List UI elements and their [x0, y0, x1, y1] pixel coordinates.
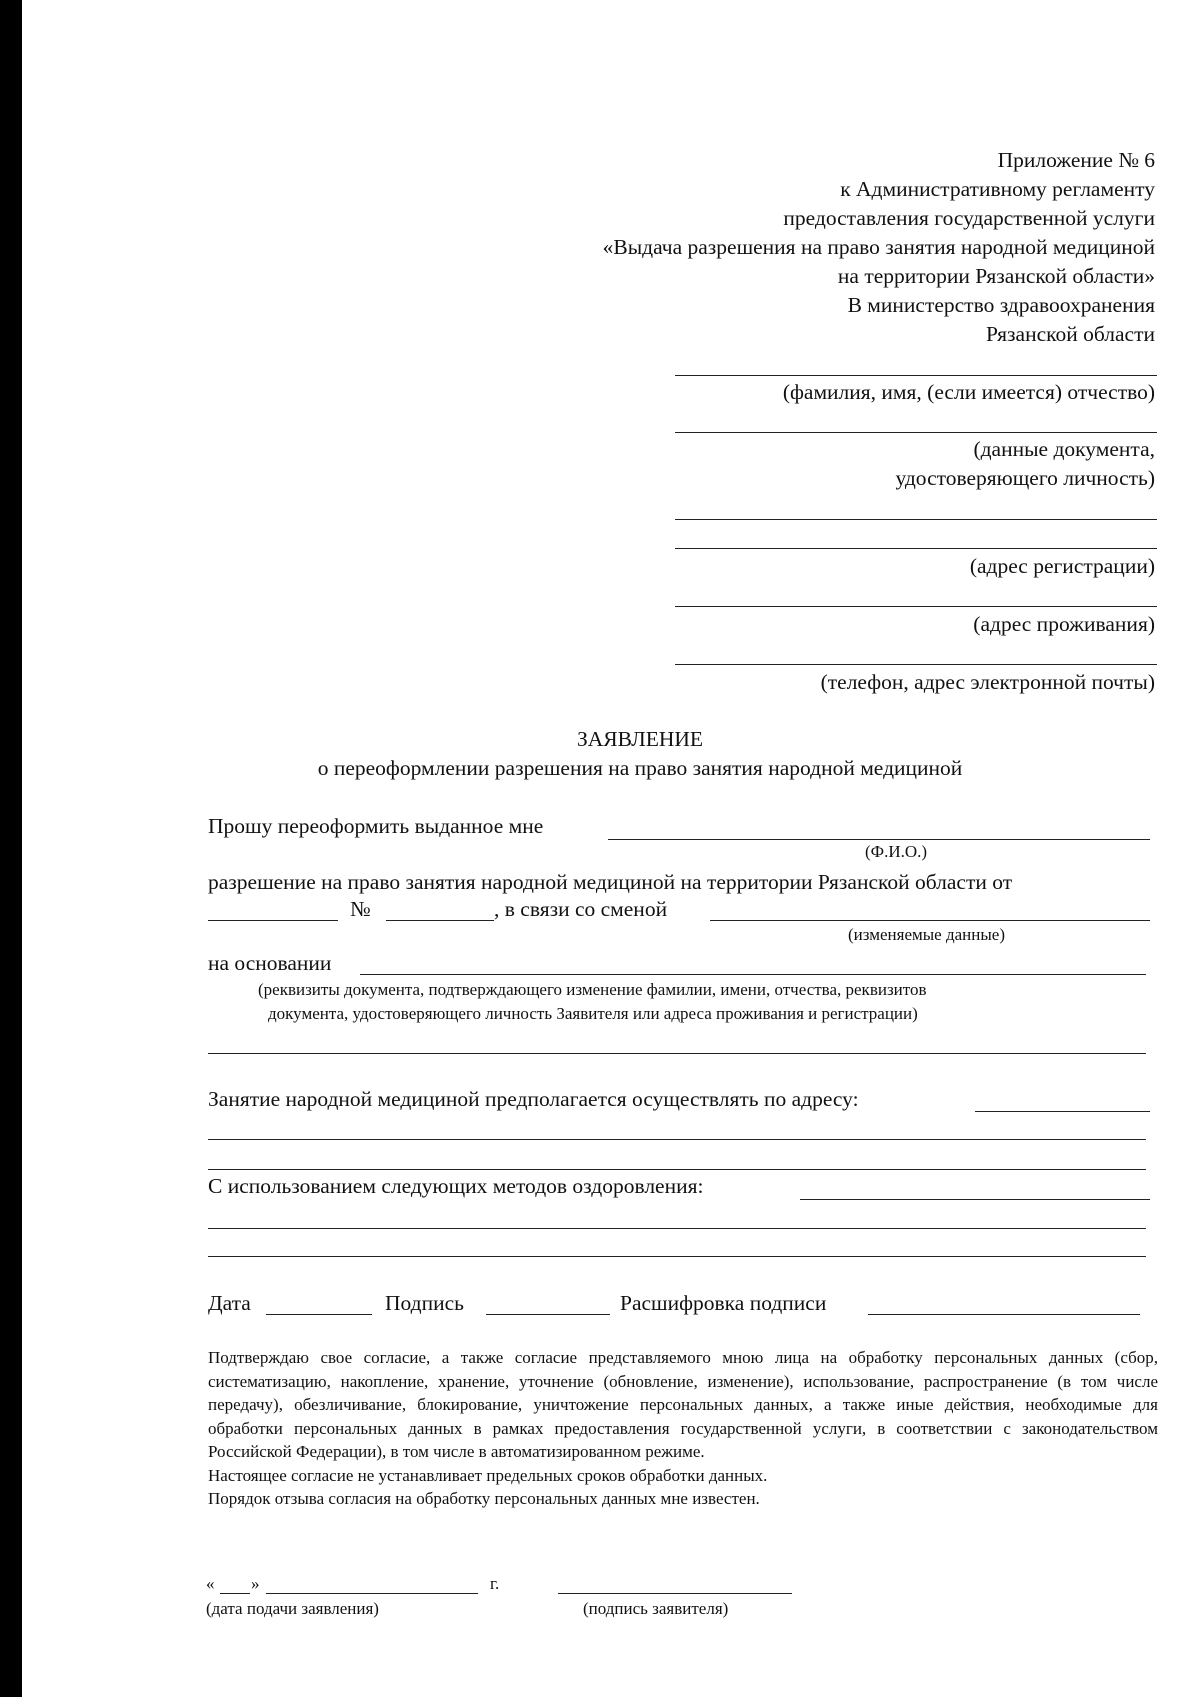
header-line-appendix: Приложение № 6 [997, 148, 1155, 172]
consent-block [208, 1346, 1158, 1511]
header-line-service: предоставления государственной услуги [783, 206, 1155, 230]
number-sign: № [350, 897, 371, 921]
id-document-caption-2: удостоверяющего личность) [895, 466, 1155, 490]
basis-line[interactable] [360, 974, 1146, 975]
reg-address-line-2[interactable] [675, 548, 1157, 549]
permit-date-line[interactable] [208, 920, 338, 921]
practice-address-line-1[interactable] [975, 1111, 1150, 1112]
permit-number-line[interactable] [386, 920, 494, 921]
submission-date-hint: (дата подачи заявления) [206, 1599, 379, 1618]
request-text: Прошу переоформить выданное мне [208, 814, 544, 838]
fio-line[interactable] [675, 375, 1157, 376]
basis-line-2[interactable] [208, 1053, 1146, 1054]
consent-day-line[interactable] [220, 1593, 250, 1594]
consent-paragraph: Подтверждаю свое согласие, а также согласие представляемого мною лица на обработку персональных данных (сбор, систематизацию, накопление, хранение, уточнение (обновление, изменение), использование, распространение (в том числе передачу), обезличивание, блокирование, уничтожение персональных данных, а также иные действия, необходимые для обработки персональных данных в рамках предоставления государственной услуги, в соответствии с законодательством Российской Федерации), в том числе в автоматизированном режиме. [208, 1348, 1158, 1461]
fio-caption: (фамилия, имя, (если имеется) отчество) [782, 380, 1155, 404]
consent-revoke: Порядок отзыва согласия на обработку персональных данных мне известен. [208, 1489, 760, 1508]
live-address-caption: (адрес проживания) [973, 612, 1155, 636]
id-document-line[interactable] [675, 432, 1157, 433]
practice-address-line-3[interactable] [208, 1169, 1146, 1170]
signature-label: Подпись [385, 1291, 464, 1315]
signature-decode-line[interactable] [868, 1314, 1140, 1315]
methods-text: С использованием следующих методов оздоровления: [208, 1174, 704, 1198]
date-label: Дата [208, 1291, 251, 1315]
due-to-text: , в связи со сменой [494, 897, 668, 921]
basis-hint-2: документа, удостоверяющего личность Заявителя или адреса проживания и регистрации) [268, 1004, 918, 1023]
date-line[interactable] [266, 1314, 372, 1315]
header-line-regulation: к Административному регламенту [840, 177, 1155, 201]
signature-line[interactable] [486, 1314, 610, 1315]
reg-address-caption: (адрес регистрации) [969, 554, 1155, 578]
id-document-caption-1: (данные документа, [973, 437, 1155, 461]
consent-signature-line[interactable] [558, 1593, 792, 1594]
quote-open: « [206, 1574, 215, 1593]
document-subtitle: о переоформлении разрешения на право занятия народной медициной [317, 756, 963, 780]
applicant-signature-hint: (подпись заявителя) [583, 1599, 729, 1618]
header-line-region: Рязанской области [986, 322, 1155, 346]
methods-line-3[interactable] [208, 1256, 1146, 1257]
signature-decode-label: Расшифровка подписи [620, 1291, 827, 1315]
methods-line-2[interactable] [208, 1228, 1146, 1229]
contacts-line[interactable] [675, 664, 1157, 665]
changed-data-line[interactable] [710, 920, 1150, 921]
basis-hint-1: (реквизиты документа, подтверждающего изменение фамилии, имени, отчества, реквизитов [258, 980, 927, 999]
consent-month-line[interactable] [266, 1593, 478, 1594]
year-suffix: г. [490, 1574, 500, 1593]
header-line-service-name: «Выдача разрешения на право занятия народной медициной [602, 235, 1155, 259]
reg-address-line-1[interactable] [675, 519, 1157, 520]
methods-line-1[interactable] [800, 1199, 1150, 1200]
fio-hint: (Ф.И.О.) [865, 842, 928, 861]
live-address-line[interactable] [675, 606, 1157, 607]
practice-address-line-2[interactable] [208, 1139, 1146, 1140]
quote-close: » [251, 1574, 260, 1593]
address-text: Занятие народной медициной предполагается осуществлять по адресу: [208, 1087, 859, 1111]
consent-term: Настоящее согласие не устанавливает предельных сроков обработки данных. [208, 1465, 768, 1485]
header-line-ministry: В министерство здравоохранения [847, 293, 1155, 317]
permit-text: разрешение на право занятия народной медициной на территории Рязанской области от [208, 870, 1013, 894]
basis-text: на основании [208, 951, 332, 975]
changed-data-hint: (изменяемые данные) [848, 925, 1005, 944]
contacts-caption: (телефон, адрес электронной почты) [820, 670, 1155, 694]
document-title: ЗАЯВЛЕНИЕ [576, 727, 704, 751]
header-line-territory: на территории Рязанской области» [837, 264, 1155, 288]
